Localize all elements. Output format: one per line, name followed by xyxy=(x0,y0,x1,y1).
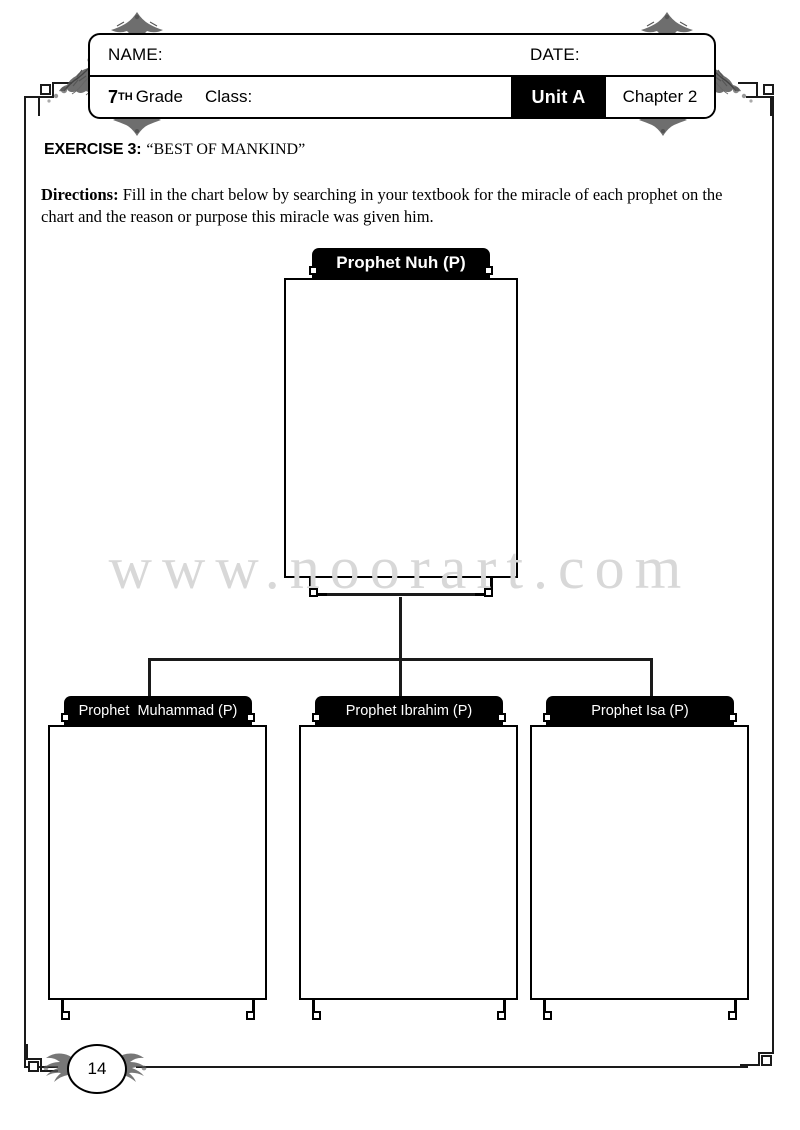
directions-paragraph xyxy=(41,184,759,228)
date-label: DATE: xyxy=(530,45,580,64)
prophet-box-banner-nuh: Prophet Nuh (P) xyxy=(312,248,490,278)
prophet-box-banner-isa: Prophet Isa (P) xyxy=(546,696,734,725)
prophet-box-body-nuh xyxy=(284,278,518,578)
prophet-box-body-ibrahim xyxy=(299,725,518,1000)
exercise-title: “BEST OF MANKIND” xyxy=(146,141,306,158)
worksheet-header-box xyxy=(88,33,716,119)
prophet-box-isa xyxy=(528,696,752,1026)
frame-line-bottom-right xyxy=(136,1066,748,1068)
exercise-heading xyxy=(44,141,305,159)
header-grade-unit-row xyxy=(90,77,714,117)
prophet-box-ibrahim xyxy=(297,696,521,1026)
header-name-date-row xyxy=(90,35,714,77)
corner-notch-bottom-right-muhammad xyxy=(246,1011,255,1020)
prophet-box-muhammad xyxy=(46,696,270,1026)
grade-class-cell xyxy=(90,77,511,117)
corner-notch-top-left-isa xyxy=(543,713,552,722)
corner-notch-top-right-muhammad xyxy=(246,713,255,722)
corner-notch-top-left-muhammad xyxy=(61,713,70,722)
frame-line-top-left xyxy=(24,96,52,98)
corner-notch-bottom-right-nuh xyxy=(484,588,493,597)
corner-notch-bottom-left-muhammad xyxy=(61,1011,70,1020)
directions-label: Directions: xyxy=(41,185,119,204)
prophet-box-body-muhammad xyxy=(48,725,267,1000)
grade-word: Grade xyxy=(135,87,183,106)
prophet-box-nuh xyxy=(280,248,522,598)
corner-notch-top-right-nuh xyxy=(484,266,493,275)
corner-notch-bottom-left-nuh xyxy=(309,588,318,597)
frame-line-bottom-left xyxy=(24,1066,58,1068)
name-label: NAME: xyxy=(108,45,163,64)
corner-notch-top-right-isa xyxy=(728,713,737,722)
class-label: Class: xyxy=(204,87,253,106)
corner-notch-top-left-ibrahim xyxy=(312,713,321,722)
corner-notch-bottom-left-ibrahim xyxy=(312,1011,321,1020)
unit-badge: Unit A xyxy=(511,77,606,117)
chapter-badge: Chapter 2 xyxy=(606,77,714,117)
page-number-badge: 14 xyxy=(67,1044,127,1094)
frame-line-top-right xyxy=(746,96,774,98)
directions-text: Fill in the chart below by searching in your textbook for the miracle of each prophet on the chart and the reason or purpose this miracle was given him. xyxy=(41,185,723,226)
grade-ordinal-suffix: TH xyxy=(118,91,133,103)
prophet-box-body-isa xyxy=(530,725,749,1000)
frame-line-left xyxy=(24,96,26,1068)
corner-notch-bottom-right-ibrahim xyxy=(497,1011,506,1020)
connector-bottom-bar-nuh xyxy=(324,593,479,596)
site-watermark: www.noorart.com xyxy=(108,535,692,601)
corner-notch-bottom-left-isa xyxy=(543,1011,552,1020)
prophet-box-banner-muhammad: Prophet Muhammad (P) xyxy=(64,696,252,725)
corner-notch-top-right-ibrahim xyxy=(497,713,506,722)
corner-notch-top-left-nuh xyxy=(309,266,318,275)
exercise-label: EXERCISE 3: xyxy=(44,141,142,158)
connector-root-vertical xyxy=(399,597,402,660)
corner-notch-bottom-right-isa xyxy=(728,1011,737,1020)
prophet-box-banner-ibrahim: Prophet Ibrahim (P) xyxy=(315,696,503,725)
frame-line-right xyxy=(772,96,774,1044)
grade-number: 7 xyxy=(108,86,119,107)
